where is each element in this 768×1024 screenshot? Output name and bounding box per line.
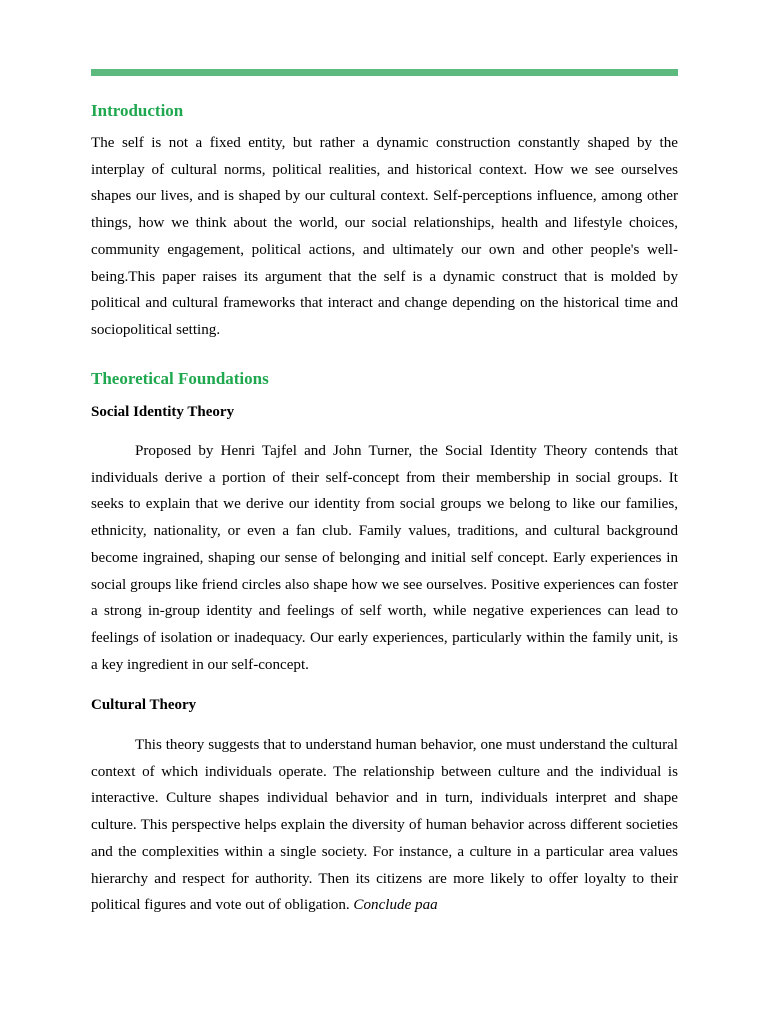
cultural-theory-paragraph	[91, 732, 678, 919]
cultural-theory-subheading: Cultural Theory	[91, 697, 197, 713]
introduction-paragraph: The self is not a fixed entity, but rather a dynamic construction constantly shaped by the interplay of cultural norms, political realities, and historical context. How we see ourselves shapes our lives, and is shaped by our cultural context. Self-perceptions influence, among other things, how we think about the world, our social relationships, health and lifestyle choices, community engagement, political actions, and ultimately our own and other people's well-being.This paper raises its argument that the self is a dynamic construct that is molded by political and cultural frameworks that interact and change depending on the historical time and sociopolitical setting.	[91, 135, 678, 338]
social-identity-theory-subheading: Social Identity Theory	[91, 404, 235, 420]
header-accent-rule	[91, 69, 678, 76]
conclude-note: Conclude paa	[353, 897, 438, 914]
social-identity-theory-paragraph: Proposed by Henri Tajfel and John Turner, the Social Identity Theory contends that individuals derive a portion of their self-concept from their membership in social groups. It seeks to explain that we derive our identity from social groups we belong to like our families, ethnicity, nationality, or even a fan club. Family values, traditions, and cultural background become ingrained, shaping our sense of belonging and initial self concept. Early experiences in social groups like friend circles also shape how we see ourselves. Positive experiences can foster a strong in-group identity and feelings of self worth, while negative experiences can lead to feelings of isolation or inadequacy. Our early experiences, particularly within the family unit, is a key ingredient in our self-concept.	[91, 443, 678, 673]
cultural-theory-body-text: This theory suggests that to understand human behavior, one must understand the cultural context of which individuals operate. The relationship between culture and the individual is interactive. Culture shapes individual behavior and in turn, individuals interpret and shape culture. This perspective helps explain the diversity of human behavior across different societies and the complexities within a single society. For instance, a culture in a particular area values hierarchy and respect for authority. Then its citizens are more likely to offer loyalty to their political figures and vote out of obligation.	[91, 737, 678, 914]
theoretical-foundations-heading: Theoretical Foundations	[91, 369, 269, 388]
introduction-heading: Introduction	[91, 101, 184, 120]
